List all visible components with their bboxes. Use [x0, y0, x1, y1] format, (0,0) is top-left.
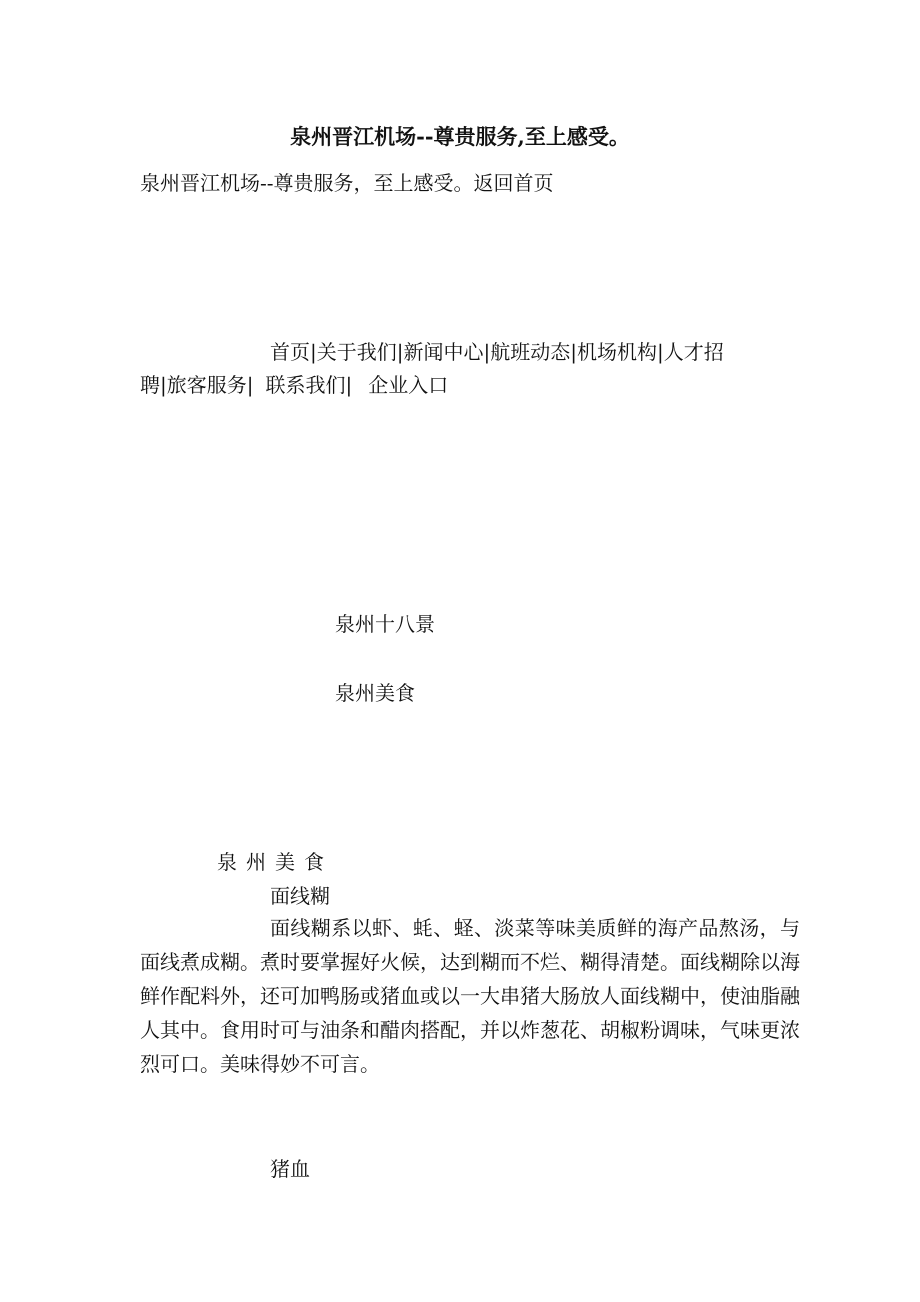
- link-quanzhou-food[interactable]: 泉州美食: [335, 681, 415, 705]
- nav-separator: |: [345, 373, 353, 397]
- nav-separator: |: [657, 340, 664, 364]
- nav-about-us[interactable]: 关于我们: [316, 340, 397, 364]
- nav-contact-us[interactable]: 联系我们: [265, 373, 346, 397]
- section-title: 泉州美食: [217, 850, 333, 874]
- nav-news-center[interactable]: 新闻中心: [403, 340, 484, 364]
- nav-careers-part-1[interactable]: 人才招: [663, 340, 724, 364]
- nav-separator: |: [570, 340, 577, 364]
- nav-flight-status[interactable]: 航班动态: [490, 340, 571, 364]
- back-home-link[interactable]: 返回首页: [473, 171, 554, 195]
- nav-separator: |: [396, 340, 404, 364]
- nav-passenger-services[interactable]: 旅客服务: [166, 373, 247, 397]
- site-slogan: 泉州晋江机场--尊贵服务，至上感受。: [140, 171, 474, 195]
- link-quanzhou-eighteen-scenes[interactable]: 泉州十八景: [335, 612, 435, 636]
- nav-careers-part-2[interactable]: 聘: [140, 373, 160, 397]
- main-nav-row-1: [270, 336, 724, 365]
- food-item-title: 猪血: [270, 1157, 310, 1181]
- nav-separator: |: [160, 373, 167, 397]
- nav-home[interactable]: 首页: [270, 340, 310, 364]
- food-item-description: 面线糊系以虾、蚝、蛏、淡菜等味美质鲜的海产品熬汤，与面线煮成糊。煮时要掌握好火候，达到糊而不烂、糊得清楚。面线糊除以海鲜作配料外，还可加鸭肠或猪血或以一大串猪大肠放人面线糊中，使油脂融人其中。食用时可与油条和醋肉搭配，并以炸葱花、胡椒粉调味，气味更浓烈可口。美味得妙不可言。: [140, 916, 800, 1076]
- food-item-title: 面线糊: [270, 884, 330, 908]
- nav-separator: |: [310, 340, 317, 364]
- header-line: [140, 167, 554, 196]
- nav-separator: |: [246, 373, 254, 397]
- nav-separator: |: [483, 340, 491, 364]
- nav-airport-organization[interactable]: 机场机构: [577, 340, 657, 364]
- nav-enterprise-portal[interactable]: 企业入口: [368, 373, 449, 397]
- page-title: 泉州晋江机场--尊贵服务,至上感受。: [290, 124, 630, 149]
- main-nav-row-2: [140, 369, 448, 398]
